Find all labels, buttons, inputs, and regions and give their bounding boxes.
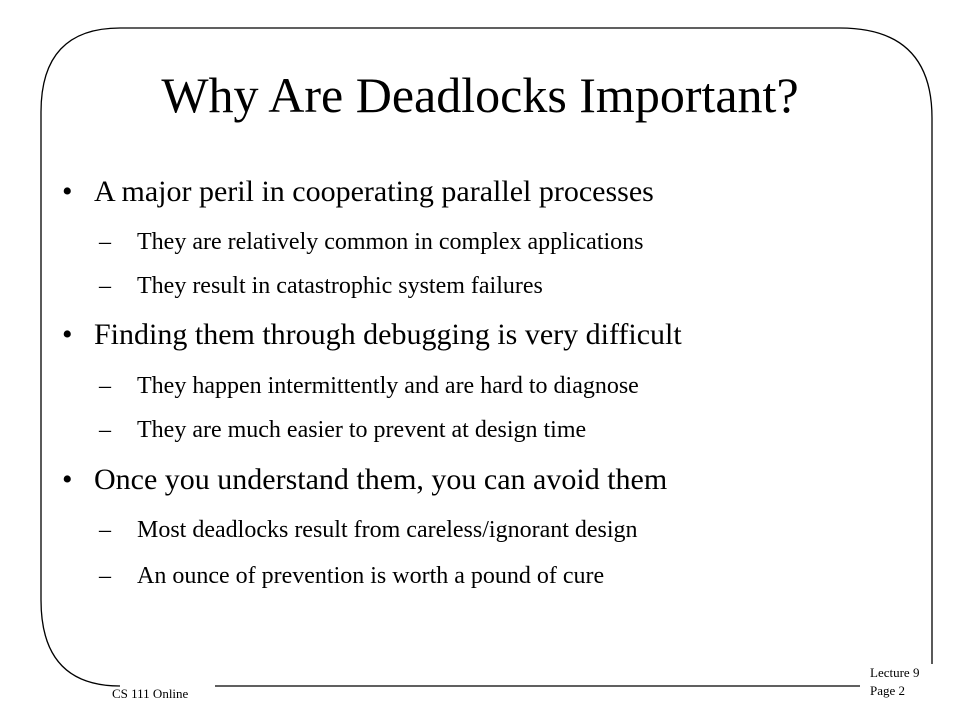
dash-icon: – bbox=[99, 373, 111, 399]
bullet-icon: • bbox=[62, 175, 73, 208]
sub-bullet-text: They happen intermittently and are hard to diagnose bbox=[137, 373, 639, 399]
sub-bullet-text: Most deadlocks result from careless/ignorant design bbox=[137, 517, 638, 543]
dash-icon: – bbox=[99, 273, 111, 299]
bullet-icon: • bbox=[62, 318, 73, 351]
dash-icon: – bbox=[99, 563, 111, 589]
slide-title: Why Are Deadlocks Important? bbox=[161, 67, 799, 123]
lecture-label: Lecture 9 bbox=[870, 665, 920, 680]
course-label: CS 111 Online bbox=[112, 686, 189, 701]
bullet-icon: • bbox=[62, 463, 73, 496]
page-info bbox=[870, 664, 919, 700]
dash-icon: – bbox=[99, 417, 111, 443]
sub-bullet-text: They result in catastrophic system failures bbox=[137, 273, 543, 299]
page-number: Page 2 bbox=[870, 683, 906, 698]
dash-icon: – bbox=[99, 517, 111, 543]
dash-icon: – bbox=[99, 229, 111, 255]
sub-bullet-text: An ounce of prevention is worth a pound of cure bbox=[137, 563, 605, 589]
bullet-text: A major peril in cooperating parallel processes bbox=[94, 175, 654, 208]
sub-bullet-text: They are much easier to prevent at design time bbox=[137, 417, 587, 443]
bullet-text: Finding them through debugging is very difficult bbox=[94, 318, 682, 351]
sub-bullet-text: They are relatively common in complex applications bbox=[137, 229, 644, 255]
bullet-text: Once you understand them, you can avoid them bbox=[94, 463, 668, 496]
